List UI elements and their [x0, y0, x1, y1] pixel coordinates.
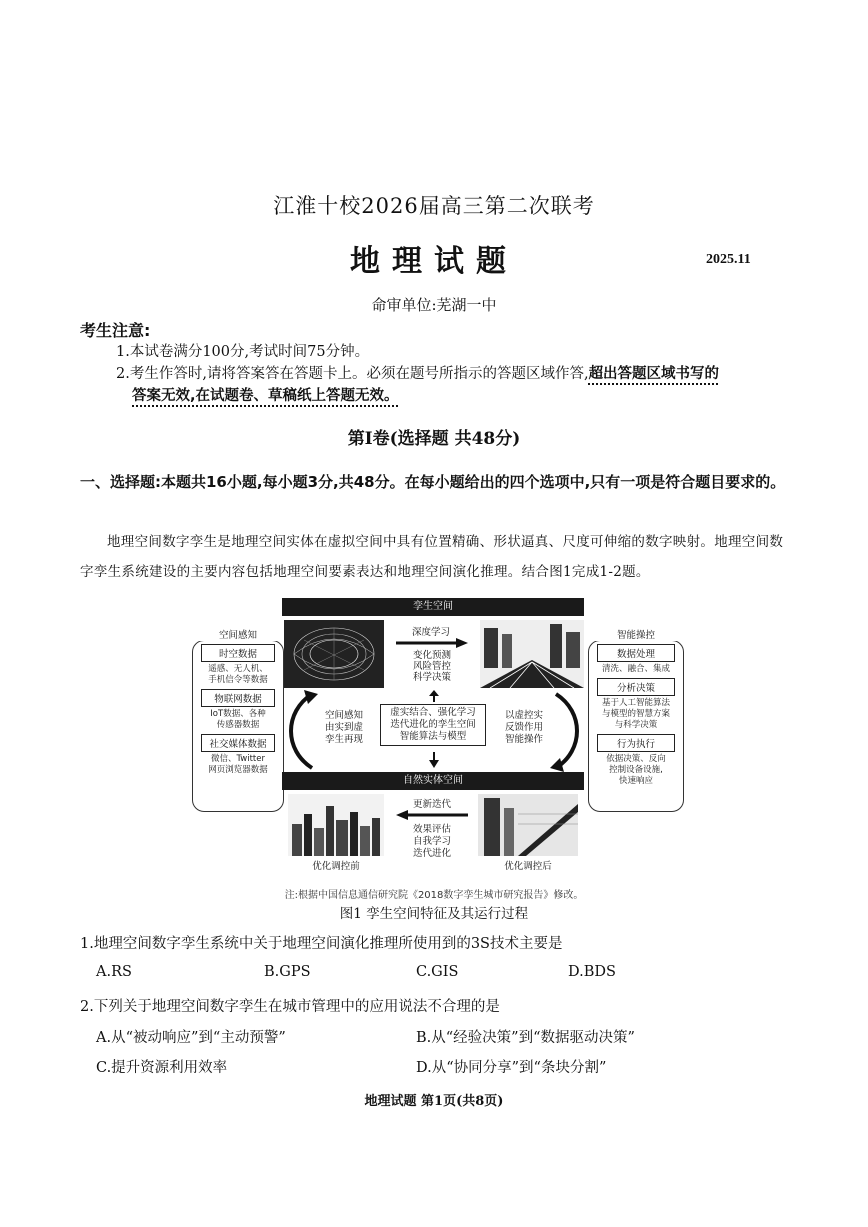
- question-1-option-d: D.BDS: [568, 964, 616, 980]
- setting-unit: 命审单位:芜湖一中: [371, 296, 497, 314]
- arrow-left-icon: [396, 810, 468, 820]
- exam-subtitle: 江淮十校2026届高三第二次联考: [273, 194, 595, 218]
- desc-execution-1: 依据决策、反向: [606, 754, 666, 764]
- desc-iot-1: IoT数据、各种: [210, 709, 266, 719]
- desc-spatiotemporal-2: 手机信令等数据: [208, 675, 268, 685]
- label-spatiotemporal-data: 时空数据: [201, 644, 275, 662]
- point-cloud-image: [284, 620, 384, 688]
- section-instructions: 一、选择题:本题共16小题,每小题3分,共48分。在每小题给出的四个选项中,只有一项是符合题目要求的。: [80, 473, 786, 491]
- before-label: 优化调控前: [288, 858, 384, 872]
- center-top-line-3: 科学决策: [412, 672, 451, 683]
- label-data-processing: 数据处理: [597, 644, 675, 662]
- notice-item-2: [116, 363, 792, 385]
- question-2-option-b: B.从“经验决策”到“数据驱动决策”: [416, 1030, 635, 1046]
- notice-item-1: 1.本试卷满分100分,考试时间75分钟。: [116, 344, 370, 360]
- desc-social-1: 微信、Twitter: [211, 754, 265, 764]
- center-bottom-text: [396, 824, 468, 860]
- left-panel-title: 空间感知: [193, 627, 283, 641]
- twin-space-bar: 孪生空间: [282, 598, 584, 616]
- center-top-line-2: 风险管控: [412, 661, 451, 672]
- left-panel-spatial-perception: [192, 630, 284, 812]
- left-mid-line-1: 空间感知: [324, 710, 363, 721]
- notice-heading: 考生注意:: [80, 321, 151, 340]
- left-mid-line-2: 由实到虚: [324, 722, 363, 733]
- left-mid-text: [316, 710, 372, 746]
- city-before-image: [288, 794, 384, 856]
- question-1-option-c: C.GIS: [416, 964, 459, 980]
- notice-item-2-text: 2.考生作答时,请将答案答在答题卡上。必须在题号所指示的答题区域作答,: [116, 366, 589, 382]
- right-mid-line-2: 反馈作用: [504, 722, 543, 733]
- desc-spatiotemporal-1: 遥感、无人机、: [208, 664, 268, 674]
- desc-execution-3: 快速响应: [618, 776, 653, 786]
- label-iot-data: 物联网数据: [201, 689, 275, 707]
- desc-social-2: 网页浏览器数据: [208, 765, 268, 775]
- figure-note: 注:根据中国信息通信研究院《2018数字孪生城市研究报告》修改。: [284, 890, 584, 901]
- question-2-option-c: C.提升资源利用效率: [96, 1060, 228, 1076]
- question-2-option-d: D.从“协同分享”到“条块分割”: [416, 1060, 607, 1076]
- question-1-option-a: A.RS: [96, 964, 132, 980]
- notice-item-2-emphasis-1: 超出答题区域书写的: [588, 366, 720, 382]
- desc-analysis-1: 基于人工智能算法: [601, 698, 670, 708]
- right-panel-intelligent-control: [588, 630, 684, 812]
- center-mid-line-1: 虚实结合、强化学习: [390, 707, 476, 718]
- question-1-stem: 1.地理空间数字孪生系统中关于地理空间演化推理所使用到的3S技术主要是: [80, 936, 563, 952]
- center-bottom-line-3: 迭代进化: [412, 848, 451, 859]
- right-mid-line-3: 智能操作: [504, 734, 543, 745]
- center-mid-line-2: 迭代进化的孪生空间: [390, 719, 476, 730]
- label-behavior-execution: 行为执行: [597, 734, 675, 752]
- question-2-stem: 2.下列关于地理空间数字孪生在城市管理中的应用说法不合理的是: [80, 999, 500, 1015]
- right-panel-title: 智能操控: [589, 627, 683, 641]
- passage: 地理空间数字孪生是地理空间实体在虚拟空间中具有位置精确、形状逼真、尺度可伸缩的数字映射。地理空间数字孪生系统建设的主要内容包括地理空间要素表达和地理空间演化推理。结合图1完成1-2题。: [80, 534, 784, 580]
- virtual-city-image: [480, 620, 584, 688]
- desc-execution-2: 控制设备设施,: [609, 765, 663, 775]
- page-footer: 地理试题 第1页(共8页): [364, 1094, 504, 1109]
- center-top-line-1: 变化预测: [412, 650, 451, 661]
- desc-processing-1: 清洗、融合、集成: [601, 664, 670, 674]
- label-social-media-data: 社交媒体数据: [201, 734, 275, 752]
- arrow-right-icon: [396, 638, 468, 648]
- center-mid-box: [380, 704, 486, 746]
- volume-heading: 第Ⅰ卷(选择题 共48分): [347, 429, 521, 449]
- right-mid-line-1: 以虚控实: [504, 710, 543, 721]
- question-1-option-b: B.GPS: [264, 964, 311, 980]
- notice-item-2-cont: [132, 385, 399, 407]
- desc-analysis-2: 与模型的智慧方案: [601, 709, 670, 719]
- deep-learning-label: 深度学习: [394, 624, 468, 638]
- city-after-image: [478, 794, 578, 856]
- desc-analysis-3: 与科学决策: [614, 720, 658, 730]
- center-bottom-line-2: 自我学习: [412, 836, 451, 847]
- right-mid-text: [496, 710, 552, 746]
- desc-iot-2: 传感器数据: [216, 720, 260, 730]
- center-top-text: [396, 650, 468, 683]
- figure-caption: 图1 孪生空间特征及其运行过程: [339, 906, 529, 922]
- left-mid-line-3: 孪生再现: [324, 734, 363, 745]
- figure-1: [190, 594, 686, 884]
- question-2-option-a: A.从“被动响应”到“主动预警”: [96, 1030, 286, 1046]
- exam-title: 地理试题: [350, 244, 518, 279]
- exam-date: 2025.11: [706, 252, 751, 267]
- center-bottom-line-1: 效果评估: [412, 824, 451, 835]
- update-label: 更新迭代: [396, 796, 468, 810]
- natural-space-bar: 自然实体空间: [282, 772, 584, 790]
- after-label: 优化调控后: [478, 858, 578, 872]
- label-analysis-decision: 分析决策: [597, 678, 675, 696]
- notice-item-2-emphasis-2: 答案无效,在试题卷、草稿纸上答题无效。: [132, 388, 399, 404]
- center-mid-line-3: 智能算法与模型: [399, 731, 467, 742]
